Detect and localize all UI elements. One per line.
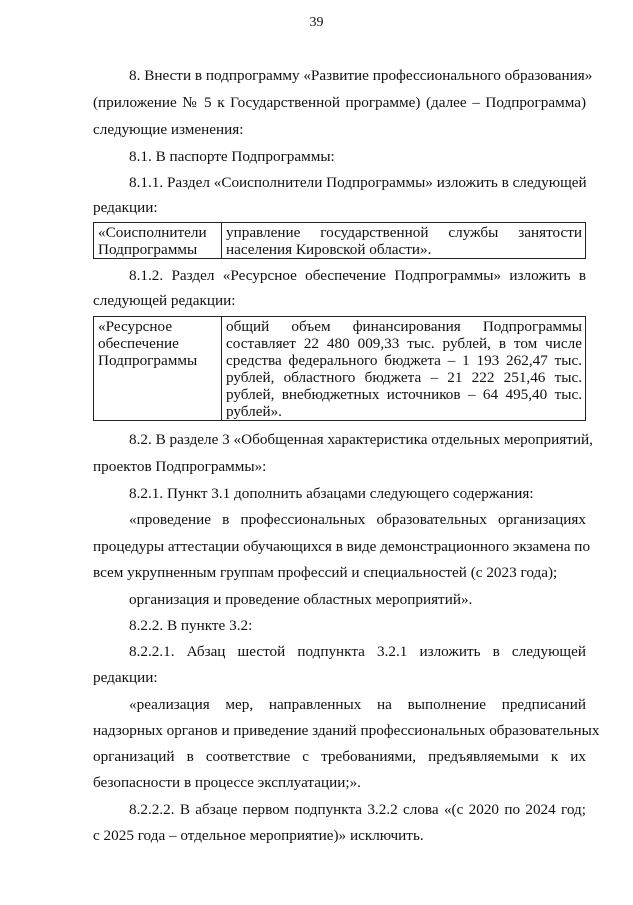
paragraph-8-2-2-1-line-1: 8.2.2.1. Абзац шестой подпункта 3.2.1 изложить в следующей: [129, 643, 586, 660]
quote-1-line-1: «проведение в профессиональных образовательных организациях: [129, 511, 586, 528]
table-cell-value: [222, 223, 586, 259]
cell-line: Подпрограммы: [98, 352, 198, 369]
quote-1-line-2: процедуры аттестации обучающихся в виде демонстрационного экзамена по: [93, 538, 591, 555]
cell-line: рублей».: [226, 403, 282, 420]
paragraph-8-line-2: (приложение № 5 к Государственной программе) (далее – Подпрограмма): [93, 94, 586, 111]
paragraph-8-1-1-line-2: редакции:: [93, 199, 158, 216]
paragraph-8-2-line-2: проектов Подпрограммы»:: [93, 458, 267, 475]
cell-line: рублей, областного бюджета – 21 222 251,46 тыс.: [226, 369, 582, 386]
paragraph-8-line-3: следующие изменения:: [93, 121, 244, 138]
cell-line: общий объем финансирования Подпрограммы: [226, 318, 582, 335]
page-number: 39: [309, 15, 324, 30]
paragraph-8-2-1: 8.2.1. Пункт 3.1 дополнить абзацами следующего содержания:: [129, 485, 534, 502]
quote-2-line-2: надзорных органов и приведение зданий профессиональных образовательных: [93, 722, 600, 739]
quote-2-line-3: организаций в соответствие с требованиями, предъявляемыми к их: [93, 748, 586, 765]
paragraph-8-line-1: 8. Внести в подпрограмму «Развитие профессионального образования»: [129, 67, 593, 84]
paragraph-8-2-2-2-line-2: с 2025 года – отдельное мероприятие)» исключить.: [93, 827, 424, 844]
co-executors-table: [93, 222, 586, 259]
cell-line: управление государственной службы занятости: [226, 224, 582, 241]
table-row: [94, 223, 586, 259]
quote-2-line-1: «реализация мер, направленных на выполнение предписаний: [129, 696, 586, 713]
paragraph-8-1-1-line-1: 8.1.1. Раздел «Соисполнители Подпрограммы» изложить в следующей: [129, 174, 587, 191]
cell-line: «Ресурсное: [98, 318, 173, 335]
cell-line: «Соисполнители: [98, 224, 207, 241]
paragraph-8-2-2-1-line-2: редакции:: [93, 669, 158, 686]
table-cell-value: [222, 317, 586, 421]
cell-line: обеспечение: [98, 335, 179, 352]
cell-line: рублей, внебюджетных источников – 64 495,40 тыс.: [226, 386, 582, 403]
quote-2-line-4: безопасности в процессе эксплуатации;».: [93, 774, 361, 791]
cell-line: составляет 22 480 009,33 тыс. рублей, в том числе: [226, 335, 582, 352]
table-cell-label: [94, 317, 222, 421]
table-cell-label: [94, 223, 222, 259]
resource-table: [93, 316, 586, 421]
paragraph-8-2-2: 8.2.2. В пункте 3.2:: [129, 617, 253, 634]
cell-line: Подпрограммы: [98, 241, 198, 258]
paragraph-8-2-2-2-line-1: 8.2.2.2. В абзаце первом подпункта 3.2.2 слова «(с 2020 по 2024 год;: [129, 801, 586, 818]
quote-1-line-3: всем укрупненным группам профессий и специальностей (с 2023 года);: [93, 564, 558, 581]
paragraph-8-1: 8.1. В паспорте Подпрограммы:: [129, 148, 335, 165]
quote-1-line-4: организация и проведение областных мероприятий».: [129, 591, 473, 608]
cell-line: средства федерального бюджета – 1 193 262,47 тыс.: [226, 352, 582, 369]
cell-line: населения Кировской области».: [226, 241, 432, 258]
paragraph-8-1-2-line-1: 8.1.2. Раздел «Ресурсное обеспечение Подпрограммы» изложить в: [129, 267, 586, 284]
table-row: [94, 317, 586, 421]
paragraph-8-2-line-1: 8.2. В разделе 3 «Обобщенная характеристика отдельных мероприятий,: [129, 431, 593, 448]
paragraph-8-1-2-line-2: следующей редакции:: [93, 292, 236, 309]
